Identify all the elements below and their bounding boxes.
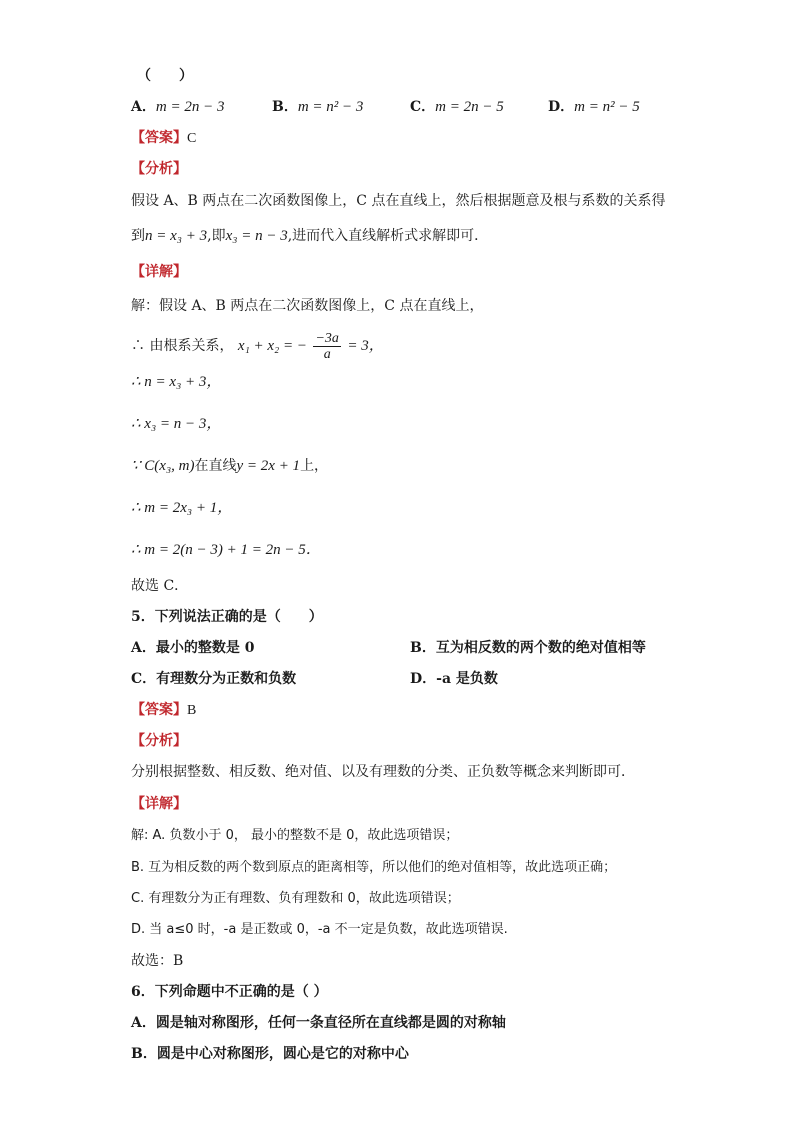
- step-x3: ∴ x₃ = n − 3，: [131, 416, 222, 432]
- analysis-tag: 【分析】: [131, 733, 187, 749]
- q6-title: 6．下列命题中不正确的是（ ）: [131, 984, 328, 1000]
- q4-option-c: [410, 97, 504, 117]
- answer-value: B: [187, 703, 197, 718]
- q5-analysis-text: 分别根据整数、相反数、绝对值、以及有理数的分类、正负数等概念来判断即可．: [131, 764, 635, 780]
- q5-option-a-letter: A．: [131, 640, 156, 656]
- analysis-text-line-2: [131, 226, 488, 246]
- point-c-math: ∵ C(x₃, m): [131, 458, 195, 474]
- fraction-numerator: −3a: [315, 330, 339, 346]
- detail-tag: 【详解】: [131, 264, 187, 280]
- step-m: ∴ m = 2x₃ + 1，: [131, 500, 233, 516]
- q4-option-c-math: m = 2n − 5: [435, 99, 504, 115]
- analysis-text-line-1: 假设 A、B 两点在二次函数图像上，C 点在直线上，然后根据题意及根与系数的关系得: [131, 193, 666, 209]
- detail-tag: 【详解】: [131, 796, 187, 812]
- q5-option-b-letter: B．: [410, 640, 436, 656]
- step-rhs: = 3，: [347, 338, 384, 354]
- q4-option-b-math: m = n² − 3: [297, 99, 364, 115]
- q5-detail-a: 解: A. 负数小于 0， 最小的整数不是 0，故此选项错误；: [131, 828, 459, 843]
- fraction-denominator: a: [323, 346, 331, 362]
- detail-line-1: 解：假设 A、B 两点在二次函数图像上，C 点在直线上，: [131, 298, 484, 314]
- q4-option-c-letter: C．: [410, 99, 436, 115]
- q5-conclusion: 故选：B: [131, 953, 184, 969]
- q5-option-a: [131, 638, 255, 658]
- q5-detail-c: C. 有理数分为正有理数、负有理数和 0，故此选项错误；: [131, 891, 460, 906]
- step-text: 在直线: [194, 458, 237, 474]
- answer-tag: 【答案】: [131, 130, 187, 146]
- q4-option-a: [131, 97, 224, 117]
- q4-paren: （ ）: [137, 68, 193, 84]
- q5-answer: [131, 700, 196, 721]
- fraction: [313, 331, 340, 362]
- q4-option-a-letter: A．: [131, 99, 156, 115]
- q4-option-a-math: m = 2n − 3: [155, 99, 225, 115]
- analysis-text-part: 到: [131, 228, 145, 244]
- step-n: ∴ n = x₃ + 3，: [131, 374, 222, 390]
- q4-option-b: [272, 97, 363, 117]
- line-equation: y = 2x + 1: [236, 458, 301, 474]
- step-lhs: x₁ + x₂ = −: [237, 338, 308, 354]
- answer-tag: 【答案】: [131, 702, 187, 718]
- analysis-math-2: x₃ = n − 3: [225, 228, 288, 244]
- step-text: 上，: [300, 458, 329, 474]
- q5-option-b: [410, 638, 646, 658]
- q6-option-a: A．圆是轴对称图形，任何一条直径所在直线都是圆的对称轴: [131, 1015, 506, 1031]
- q5-option-a-text: 最小的整数是 0: [155, 640, 255, 656]
- step-root-relation: [131, 330, 384, 362]
- q5-option-d-text: -a 是负数: [436, 671, 498, 687]
- q5-detail-b: B. 互为相反数的两个数到原点的距离相等，所以他们的绝对值相等，故此选项正确；: [131, 860, 617, 875]
- q4-option-b-letter: B．: [272, 99, 298, 115]
- analysis-text-part: ,即: [207, 228, 226, 244]
- q4-answer: [131, 128, 196, 149]
- q5-detail-d: D. 当 a≤0 时，-a 是正数或 0，-a 不一定是负数，故此选项错误.: [131, 922, 508, 937]
- q5-option-d: [410, 669, 498, 689]
- analysis-text-part: ,进而代入直线解析式求解即可．: [287, 228, 489, 244]
- q5-option-c-text: 有理数分为正数和负数: [156, 671, 297, 687]
- q5-title: 5．下列说法正确的是（ ）: [131, 609, 323, 625]
- step-prefix: ∴ 由根系关系，: [131, 338, 234, 354]
- q5-option-c-letter: C．: [131, 671, 157, 687]
- analysis-math-1: n = x₃ + 3: [145, 228, 208, 244]
- q4-option-d-math: m = n² − 5: [574, 99, 640, 115]
- step-point-c: [131, 456, 328, 476]
- q4-conclusion: 故选 C．: [131, 578, 189, 594]
- step-m-result: ∴ m = 2(n − 3) + 1 = 2n − 5．: [131, 542, 321, 558]
- q5-option-b-text: 互为相反数的两个数的绝对值相等: [435, 640, 646, 656]
- q6-option-b: B．圆是中心对称图形，圆心是它的对称中心: [131, 1046, 409, 1062]
- q5-option-c: [131, 669, 296, 689]
- q5-option-d-letter: D．: [410, 671, 437, 687]
- q4-option-d-letter: D．: [548, 99, 575, 115]
- q4-option-d: [548, 97, 640, 117]
- analysis-tag: 【分析】: [131, 161, 187, 177]
- answer-value: C: [187, 131, 197, 146]
